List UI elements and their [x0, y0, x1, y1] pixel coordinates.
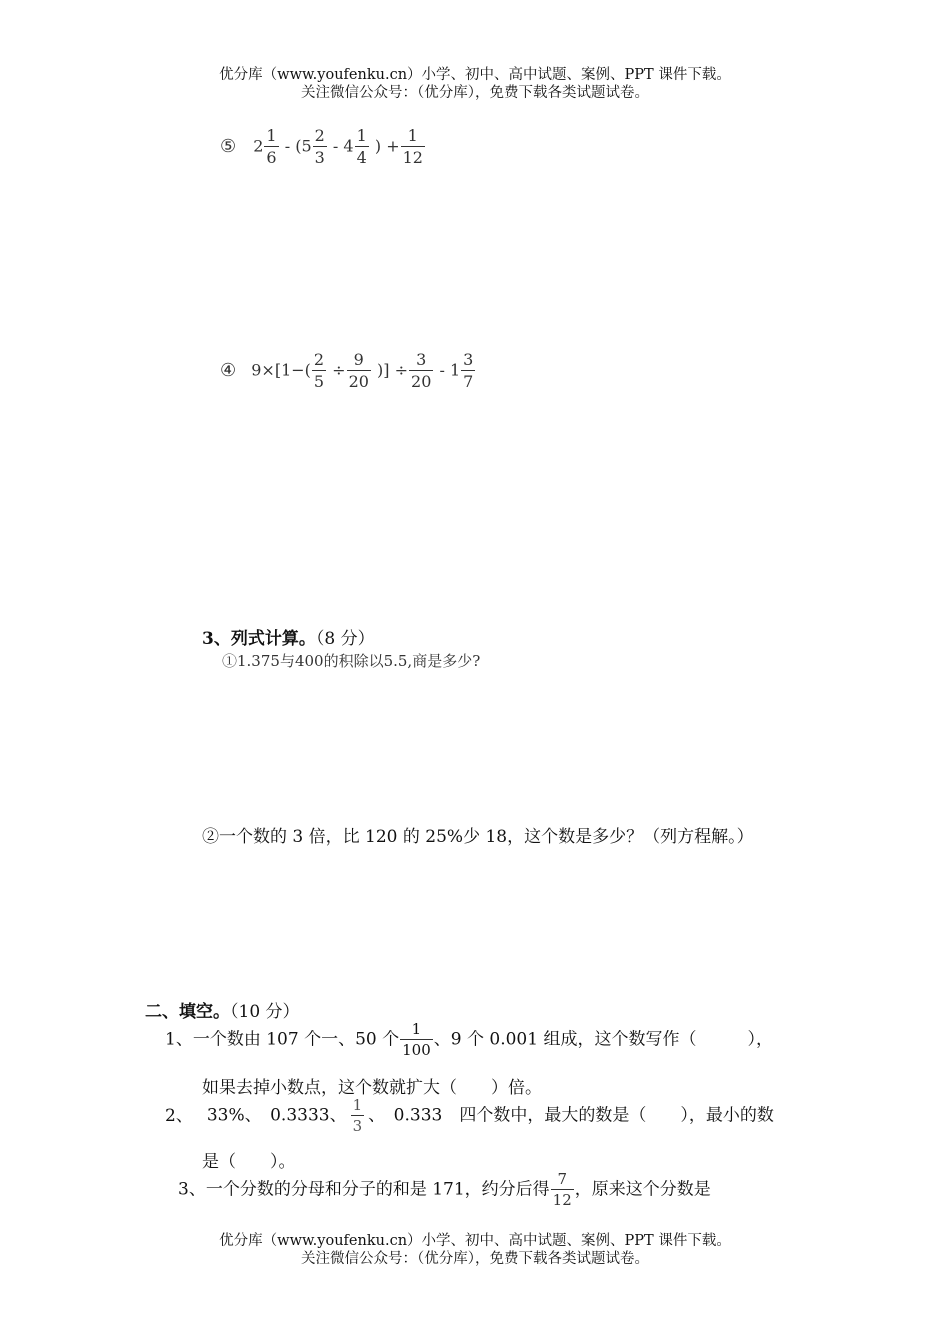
fraction: $\frac{3}{20}$ — [411, 350, 432, 391]
fill-question-2-continued: 是（ ）。 — [202, 1152, 296, 1172]
fraction: $\frac{9}{20}$ — [348, 350, 369, 391]
page-footer — [0, 1232, 950, 1268]
fill-question-1-continued: 如果去掉小数点，这个数就扩大（ ）倍。 — [202, 1078, 542, 1098]
problem-marker: ⑤ — [220, 135, 237, 157]
fraction: $\frac{2}{5}$ — [313, 350, 325, 391]
section-points: （8 分） — [315, 629, 375, 649]
section-2-heading — [145, 997, 300, 1022]
footer-line-2: 关注微信公众号：（优分库），免费下载各类试题试卷。 — [301, 1251, 649, 1267]
section-points: （10 分） — [230, 1002, 300, 1022]
problem-4: ④ 9×[1−( $\frac{2}{5}$ ÷ $\frac{9}{20}$ )] ÷ $\frac{3}{20}$ - 1 $\frac{3}{7}$ — [220, 350, 474, 391]
fraction: $\frac{7}{12}$ — [552, 1170, 572, 1209]
section-3-question-2: ②一个数的 3 倍，比 120 的 25%少 18，这个数是多少？（列方程解。） — [202, 827, 754, 847]
page-header — [0, 66, 950, 102]
fraction: $\frac{1}{6}$ — [266, 126, 277, 167]
fill-question-2: 2、 33%、 0.3333、 $\frac{1}{3}$ 、 0.333 四个数中，最大的数是（ ），最小的数 — [165, 1096, 774, 1135]
section-title: 二、填空。 — [145, 1002, 230, 1022]
fraction: $\frac{2}{3}$ — [314, 126, 325, 167]
fill-question-3: 3、一个分数的分母和分子的和是 171，约分后得 $\frac{7}{12}$ ，原来这个分数是 — [178, 1170, 711, 1209]
fraction: $\frac{1}{100}$ — [402, 1020, 431, 1059]
fraction: $\frac{1}{4}$ — [356, 126, 367, 167]
fraction: $\frac{1}{3}$ — [352, 1096, 363, 1135]
section-3-heading — [202, 624, 375, 649]
header-line-2: 关注微信公众号：（优分库），免费下载各类试题试卷。 — [301, 85, 649, 101]
fraction: $\frac{3}{7}$ — [463, 350, 474, 391]
section-title: 3、列式计算。 — [202, 629, 316, 649]
problem-marker: ④ — [220, 359, 237, 381]
problem-5: ⑤ 2 $\frac{1}{6}$ - (5 $\frac{2}{3}$ - 4 $\frac{1}{4}$ ) + $\frac{1}{12}$ — [220, 126, 423, 167]
footer-line-1: 优分库（www.youfenku.cn）小学、初中、高中试题、案例、PPT 课件下载。 — [219, 1233, 731, 1249]
fill-question-1: 1、一个数由 107 个一、50 个 $\frac{1}{100}$ 、9 个 0.001 组成，这个数写作（ ）， — [165, 1020, 773, 1059]
section-3-question-1: ①1.375与400的积除以5.5,商是多少? — [222, 652, 481, 670]
fraction: $\frac{1}{12}$ — [402, 126, 423, 167]
header-line-1: 优分库（www.youfenku.cn）小学、初中、高中试题、案例、PPT 课件下载。 — [219, 67, 731, 83]
